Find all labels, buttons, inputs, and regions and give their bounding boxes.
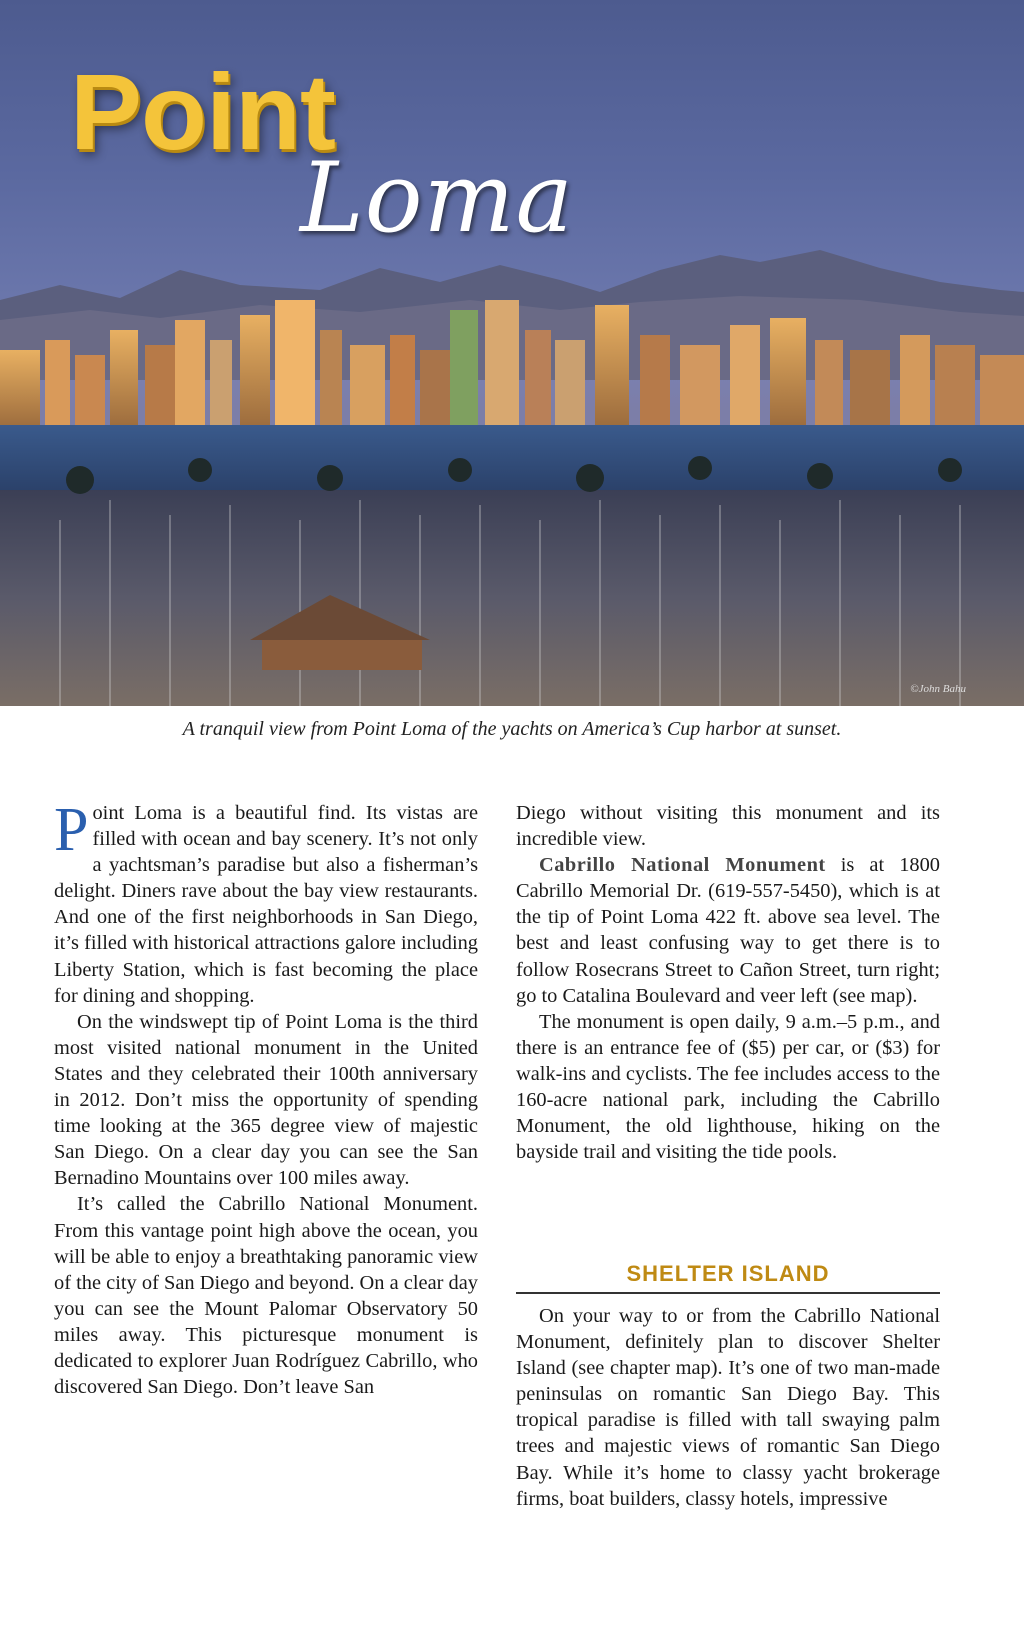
- paragraph-hours: The monument is open daily, 9 a.m.–5 p.m., and there is an entrance fee of ($5) per car, or ($3) for walk-ins and cyclists. The fee includes access to the 160-acre national park, including the Cabrillo Monument, the old lighthouse, hiking on the bayside trail and visiting the tide pools.: [516, 1010, 940, 1164]
- paragraph-monument-tip: On the windswept tip of Point Loma is the third most visited national monument in the United States and they celebrated their 100th anniversary in 2012. Don’t miss the opportunity of spending time looking at the 365 degree view of majestic San Diego. On a clear day you can see the San Bernadino Mountains over 100 miles away.: [54, 1010, 478, 1190]
- drop-cap: P: [54, 796, 89, 864]
- photo-credit: ©John Bahu: [910, 683, 966, 695]
- section-heading-shelter-island: SHELTER ISLAND: [626, 1261, 830, 1286]
- title-point: Point: [70, 51, 335, 172]
- bay-water: [0, 425, 1024, 495]
- paragraph-directions: [516, 852, 940, 1009]
- marina: [0, 490, 1024, 706]
- left-column: [54, 796, 478, 1400]
- right-column-shelter-island: [516, 1303, 940, 1512]
- title-loma: Loma: [300, 142, 574, 254]
- paragraph-cabrillo: It’s called the Cabrillo National Monument. From this vantage point high above the ocean, you will be able to enjoy a breathtaking panoramic view of the city of San Diego and beyond. On a clear day you can see the Mount Palomar Observatory 50 miles away. This picturesque monument is dedicated to explorer Juan Rodríguez Cabrillo, who discovered San Diego. Don’t leave San: [54, 1193, 478, 1399]
- paragraph-continuation: Diego without visiting this monument and its incredible view.: [516, 802, 940, 851]
- intro-text: oint Loma is a beautiful find. Its vistas are filled with ocean and bay scenery. It’s not only a yachtsman’s paradise but also a fisherman’s delight. Diners rave about the bay view restaurants. And one of the first neighborhoods in San Diego, it’s filled with historical attractions galore including Liberty Station, which is fast becoming the place for dining and shopping.: [54, 802, 478, 1007]
- paragraph-shelter-island: On your way to or from the Cabrillo National Monument, definitely plan to discover Shelter Island (see chapter map). It’s one of two man-made peninsulas on romantic San Diego Bay. This tropical paradise is filled with tall swaying palm trees and majestic views of romantic San Diego Bay. While it’s home to classy yacht brokerage firms, boat builders, classy hotels, impressive: [516, 1305, 940, 1510]
- photo-caption: A tranquil view from Point Loma of the yachts on America’s Cup harbor at sunset.: [182, 718, 842, 740]
- right-column: [516, 800, 940, 1165]
- intro-paragraph: [54, 796, 478, 1009]
- section-divider: [516, 1292, 940, 1294]
- hero-photo: [0, 0, 1024, 706]
- monument-name: Cabrillo National Monument: [539, 854, 826, 877]
- directions-text: is at 1800 Cabrillo Memorial Dr. (619-557-5450), which is at the tip of Point Loma 422 ft. above sea level. The best and least confusing way to get there is to follow Rosecrans Street to Cañon Street, turn right; go to Catalina Boulevard and veer left (see map).: [516, 854, 940, 1007]
